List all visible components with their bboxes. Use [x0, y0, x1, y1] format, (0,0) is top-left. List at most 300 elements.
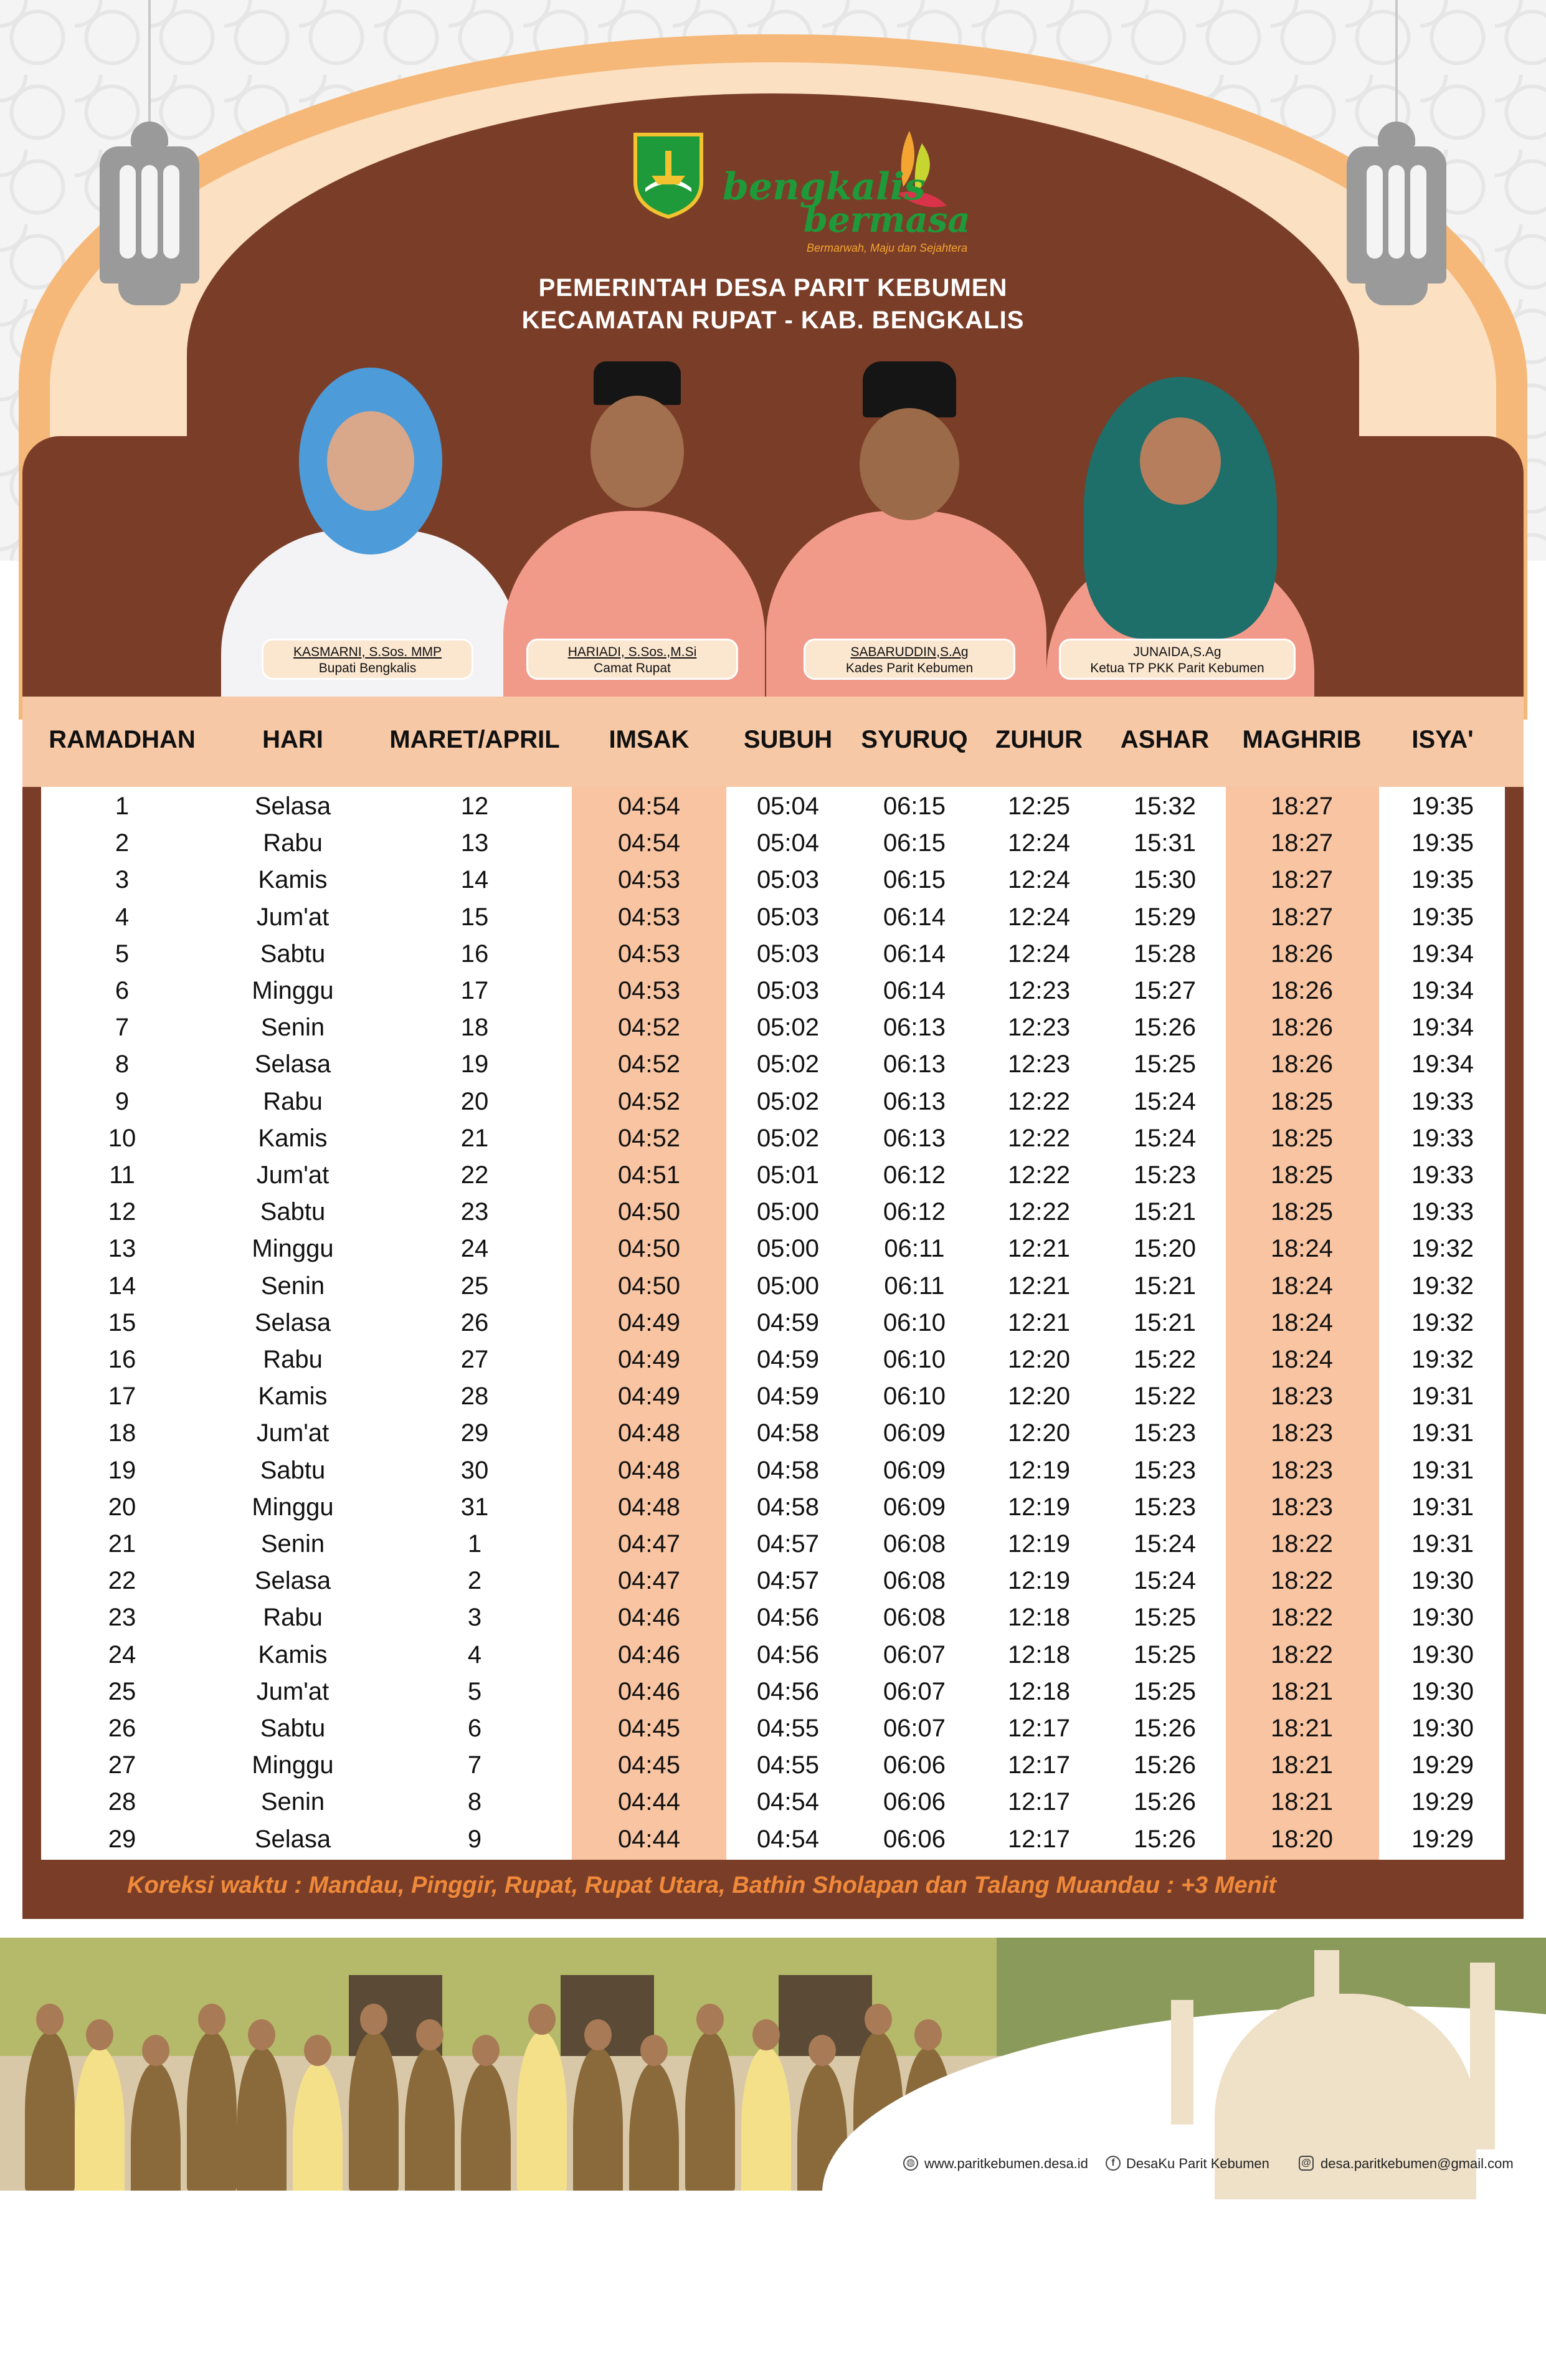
table-cell: 12:22 [1007, 1124, 1071, 1152]
table-cell: 04:46 [617, 1604, 681, 1632]
table-cell: 29 [108, 1825, 136, 1853]
table-cell: 15:22 [1133, 1383, 1197, 1411]
table-cell: 05:02 [756, 1124, 820, 1152]
table-row [0, 1378, 1546, 1415]
table-cell: 05:03 [756, 977, 820, 1004]
table-cell: 19:34 [1411, 1050, 1474, 1078]
table-cell: 15:25 [1133, 1640, 1197, 1668]
table-cell: 23 [460, 1198, 489, 1226]
table-cell: Rabu [263, 829, 323, 857]
table-cell: 04:57 [756, 1530, 820, 1558]
table-cell: 18:24 [1270, 1272, 1334, 1300]
table-cell: 06:10 [883, 1308, 946, 1336]
table-cell: 19:34 [1411, 940, 1474, 968]
table-cell: 15:24 [1133, 1530, 1197, 1558]
table-cell: Selasa [254, 1567, 331, 1595]
column-header: IMSAK [609, 726, 690, 753]
brand-text-line2: bermasa [804, 199, 970, 240]
table-cell: 8 [115, 1050, 130, 1078]
table-cell: 18:27 [1270, 829, 1334, 857]
table-cell: 06:10 [883, 1383, 946, 1411]
table-cell: 19:31 [1411, 1530, 1474, 1558]
table-row [0, 788, 1546, 825]
table-cell: 18:25 [1270, 1198, 1334, 1226]
table-cell: 19:33 [1411, 1087, 1474, 1115]
table-row [0, 1821, 1546, 1858]
table-cell: 19:30 [1411, 1715, 1474, 1742]
table-cell: 06:14 [883, 977, 946, 1004]
table-cell: 12:18 [1007, 1677, 1071, 1705]
table-cell: 06:07 [883, 1677, 946, 1705]
table-cell: 04:52 [617, 1014, 681, 1042]
table-cell: 12:24 [1007, 940, 1071, 968]
column-header: SYURUQ [861, 726, 968, 753]
table-cell: 04:54 [617, 793, 681, 820]
table-row [0, 1563, 1546, 1599]
table-row [0, 1341, 1546, 1378]
table-cell: 04:54 [617, 829, 681, 857]
table-cell: 15:22 [1133, 1346, 1197, 1373]
regency-emblem-logo [633, 132, 704, 219]
table-cell: 18:23 [1270, 1419, 1334, 1447]
table-cell: 5 [467, 1677, 482, 1705]
globe-icon: ◍ [903, 2156, 918, 2171]
table-cell: 19:30 [1411, 1604, 1474, 1632]
table-cell: 15:23 [1133, 1493, 1197, 1521]
table-cell: 12:19 [1007, 1530, 1071, 1558]
table-cell: 15:30 [1133, 866, 1197, 894]
table-cell: 18:22 [1270, 1530, 1334, 1558]
table-cell: 05:02 [756, 1014, 820, 1042]
table-cell: 13 [108, 1235, 136, 1263]
table-cell: 18:26 [1270, 1014, 1334, 1042]
table-cell: 15:26 [1133, 1751, 1197, 1779]
table-cell: 05:00 [756, 1198, 820, 1226]
column-header: ASHAR [1120, 726, 1210, 753]
table-cell: 5 [115, 940, 130, 968]
table-cell: 15 [108, 1308, 136, 1336]
table-cell: 06:06 [883, 1788, 946, 1816]
table-cell: 12:22 [1007, 1161, 1071, 1189]
table-cell: 21 [108, 1530, 136, 1558]
table-cell: 15:24 [1133, 1124, 1197, 1152]
table-cell: 05:03 [756, 903, 820, 931]
table-row [0, 1046, 1546, 1083]
table-cell: 04:53 [617, 977, 681, 1004]
group-member [517, 2031, 567, 2191]
table-cell: 04:45 [617, 1751, 681, 1779]
table-cell: 18:23 [1270, 1456, 1334, 1484]
column-header: ISYA' [1411, 726, 1474, 753]
table-cell: 18:22 [1270, 1640, 1334, 1668]
table-cell: 2 [115, 829, 130, 857]
table-cell: 18 [460, 1014, 489, 1042]
table-cell: 25 [108, 1677, 136, 1705]
table-cell: 04:55 [756, 1715, 820, 1742]
table-cell: 18:27 [1270, 793, 1334, 820]
table-cell: 04:56 [756, 1640, 820, 1668]
table-cell: 19:31 [1411, 1456, 1474, 1484]
table-cell: 12:25 [1007, 793, 1071, 820]
table-cell: 15:24 [1133, 1087, 1197, 1115]
table-cell: 12:22 [1007, 1198, 1071, 1226]
table-cell: 05:00 [756, 1235, 820, 1263]
table-cell: 12:24 [1007, 866, 1071, 894]
table-cell: 3 [115, 866, 130, 894]
table-cell: 19:35 [1411, 866, 1474, 894]
table-cell: 19:31 [1411, 1419, 1474, 1447]
table-row [0, 1083, 1546, 1120]
column-header: SUBUH [743, 726, 833, 753]
footer-facebook[interactable]: DesaKu Parit Kebumen [1126, 2156, 1269, 2171]
table-cell: 18:26 [1270, 940, 1334, 968]
table-cell: 2 [467, 1567, 482, 1595]
table-cell: 1 [115, 793, 130, 820]
table-cell: 12:24 [1007, 829, 1071, 857]
table-row [0, 1710, 1546, 1747]
table-cell: 18:21 [1270, 1751, 1334, 1779]
table-cell: 12:21 [1007, 1235, 1071, 1263]
column-header: MARET/APRIL [389, 726, 560, 753]
table-cell: 04:58 [756, 1456, 820, 1484]
table-cell: 12:17 [1007, 1788, 1071, 1816]
table-cell: 06:12 [883, 1198, 946, 1226]
table-cell: 12:19 [1007, 1456, 1071, 1484]
table-cell: 04:54 [756, 1788, 820, 1816]
table-cell: 26 [460, 1308, 489, 1336]
table-cell: 12:20 [1007, 1383, 1071, 1411]
table-cell: Selasa [254, 1308, 331, 1336]
table-cell: 28 [108, 1788, 136, 1816]
table-cell: 20 [460, 1087, 489, 1115]
table-cell: 06:13 [883, 1050, 946, 1078]
table-cell: 06:09 [883, 1456, 946, 1484]
email-icon: @ [1299, 2156, 1314, 2171]
table-cell: 18:21 [1270, 1788, 1334, 1816]
table-cell: 22 [460, 1161, 489, 1189]
table-cell: 04:56 [756, 1677, 820, 1705]
table-row [0, 1673, 1546, 1710]
gov-title-line1: PEMERINTAH DESA PARIT KEBUMEN [538, 274, 1008, 302]
table-cell: 18:27 [1270, 903, 1334, 931]
table-cell: 19:32 [1411, 1235, 1474, 1263]
table-cell: 23 [108, 1604, 136, 1632]
table-cell: 12:19 [1007, 1567, 1071, 1595]
table-cell: 05:04 [756, 793, 820, 820]
table-row [0, 1599, 1546, 1636]
table-cell: Minggu [252, 1751, 334, 1779]
table-cell: 11 [109, 1161, 135, 1189]
table-cell: 12:19 [1007, 1493, 1071, 1521]
table-cell: 22 [108, 1567, 136, 1595]
table-cell: 06:11 [884, 1272, 945, 1300]
footer-email[interactable]: desa.paritkebumen@gmail.com [1321, 2156, 1514, 2171]
table-cell: Jum'at [256, 1161, 330, 1189]
table-cell: 12:20 [1007, 1346, 1071, 1373]
column-header: ZUHUR [995, 726, 1083, 753]
table-cell: 15:25 [1133, 1050, 1197, 1078]
table-cell: 19:30 [1411, 1640, 1474, 1668]
table-cell: 18:25 [1270, 1124, 1334, 1152]
table-cell: 19:31 [1411, 1493, 1474, 1521]
table-cell: Minggu [252, 1235, 334, 1263]
table-cell: 19:29 [1411, 1825, 1474, 1853]
official-name: SABARUDDIN,S.Ag [850, 645, 969, 659]
table-cell: 04:48 [617, 1419, 681, 1447]
gov-title-line2: KECAMATAN RUPAT - KAB. BENGKALIS [521, 307, 1025, 334]
table-cell: 06:07 [883, 1715, 946, 1742]
table-cell: 18:23 [1270, 1493, 1334, 1521]
table-cell: 18:25 [1270, 1087, 1334, 1115]
table-cell: 06:08 [883, 1567, 946, 1595]
table-cell: 18:20 [1270, 1825, 1334, 1853]
table-cell: 06:08 [883, 1604, 946, 1632]
table-cell: Minggu [252, 1493, 334, 1521]
table-row [0, 1009, 1546, 1046]
brand-text-line1: bengkalis [723, 165, 926, 209]
table-cell: 19:33 [1411, 1161, 1474, 1189]
official-title: Camat Rupat [594, 661, 671, 675]
table-cell: 18:22 [1270, 1567, 1334, 1595]
table-cell: 26 [108, 1715, 136, 1742]
official-title: Kades Parit Kebumen [845, 661, 974, 675]
table-cell: 06:06 [883, 1751, 946, 1779]
table-cell: 19 [460, 1050, 489, 1078]
table-cell: 30 [460, 1456, 489, 1484]
table-cell: 19:31 [1411, 1383, 1474, 1411]
table-cell: Minggu [252, 977, 334, 1004]
table-cell: 04:54 [756, 1825, 820, 1853]
table-cell: 7 [467, 1751, 482, 1779]
table-cell: 18:21 [1270, 1715, 1334, 1742]
table-cell: 8 [467, 1788, 482, 1816]
table-cell: 06:09 [883, 1419, 946, 1447]
table-cell: 9 [467, 1825, 482, 1853]
table-cell: 06:10 [883, 1346, 946, 1373]
official-name: JUNAIDA,S.Ag [1133, 645, 1221, 659]
table-cell: 04:49 [617, 1346, 681, 1373]
table-cell: 04:50 [617, 1272, 681, 1300]
table-cell: Sabtu [260, 1198, 326, 1226]
table-cell: 04:52 [617, 1050, 681, 1078]
table-cell: 04:59 [756, 1383, 820, 1411]
table-cell: 04:44 [617, 1788, 681, 1816]
table-cell: 15:27 [1133, 977, 1197, 1004]
lantern-right-icon [1334, 0, 1459, 318]
table-cell: 15:20 [1133, 1235, 1197, 1263]
table-cell: 06:14 [883, 940, 946, 968]
lantern-left-icon [87, 0, 212, 318]
table-row [0, 1305, 1546, 1341]
table-cell: 13 [460, 829, 489, 857]
table-cell: 19:32 [1411, 1346, 1474, 1373]
table-cell: 15:21 [1133, 1198, 1197, 1226]
table-cell: 04:49 [617, 1383, 681, 1411]
table-cell: 19:32 [1411, 1272, 1474, 1300]
official-caption-2 [526, 639, 738, 680]
table-cell: 3 [467, 1604, 482, 1632]
table-cell: 04:58 [756, 1493, 820, 1521]
table-cell: 12 [460, 793, 489, 820]
table-row [0, 973, 1546, 1009]
table-cell: Sabtu [260, 1456, 326, 1484]
table-cell: 12:17 [1007, 1825, 1071, 1853]
table-cell: Jum'at [256, 1419, 330, 1447]
table-cell: 14 [108, 1272, 136, 1300]
table-cell: Rabu [263, 1087, 323, 1115]
table-cell: 31 [460, 1493, 489, 1521]
table-cell: 06:13 [883, 1014, 946, 1042]
table-cell: 15:24 [1133, 1567, 1197, 1595]
official-caption-3 [804, 639, 1015, 680]
table-cell: 15:26 [1133, 1715, 1197, 1742]
table-cell: Sabtu [260, 1715, 326, 1742]
table-cell: 19:34 [1411, 1014, 1474, 1042]
table-cell: 15:29 [1133, 903, 1197, 931]
table-cell: 18:27 [1270, 866, 1334, 894]
table-cell: 04:52 [617, 1087, 681, 1115]
table-cell: 14 [460, 866, 489, 894]
table-cell: 29 [460, 1419, 489, 1447]
table-cell: 05:02 [756, 1050, 820, 1078]
table-cell: 04:50 [617, 1198, 681, 1226]
table-cell: 04:49 [617, 1308, 681, 1336]
table-cell: 05:03 [756, 940, 820, 968]
table-row [0, 936, 1546, 973]
table-cell: 12:20 [1007, 1419, 1071, 1447]
table-row [0, 1120, 1546, 1157]
table-cell: 9 [115, 1087, 130, 1115]
table-cell: Jum'at [256, 903, 330, 931]
table-cell: Kamis [258, 1383, 328, 1411]
column-header: HARI [262, 726, 323, 753]
table-cell: 15:23 [1133, 1456, 1197, 1484]
table-cell: Jum'at [256, 1677, 330, 1705]
table-cell: 15:21 [1133, 1308, 1197, 1336]
table-cell: 04:53 [617, 866, 681, 894]
table-cell: 24 [108, 1640, 136, 1668]
table-cell: 12:17 [1007, 1751, 1071, 1779]
table-cell: 12:21 [1007, 1308, 1071, 1336]
table-cell: 18:26 [1270, 1050, 1334, 1078]
table-cell: 19:30 [1411, 1677, 1474, 1705]
table-cell: 27 [108, 1751, 136, 1779]
brand-tagline: Bermarwah, Maju dan Sejahtera [807, 242, 968, 254]
table-cell: 18:24 [1270, 1346, 1334, 1373]
group-member [349, 2031, 399, 2191]
table-cell: 15:32 [1133, 793, 1197, 820]
column-header: MAGHRIB [1242, 726, 1362, 753]
table-row [0, 1194, 1546, 1230]
table-cell: Selasa [254, 793, 331, 820]
table-cell: 18:25 [1270, 1161, 1334, 1189]
table-cell: 19:33 [1411, 1198, 1474, 1226]
table-row [0, 825, 1546, 862]
table-cell: 17 [460, 977, 489, 1004]
footer-website[interactable]: www.paritkebumen.desa.id [924, 2156, 1088, 2171]
table-cell: 15 [460, 903, 489, 931]
table-row [0, 899, 1546, 936]
table-cell: 18:26 [1270, 977, 1334, 1004]
table-row [0, 1230, 1546, 1267]
table-cell: 24 [460, 1235, 489, 1263]
table-row [0, 1268, 1546, 1305]
group-member [685, 2031, 735, 2191]
table-cell: 04:53 [617, 903, 681, 931]
table-cell: 04:56 [756, 1604, 820, 1632]
time-correction-note: Koreksi waktu : Mandau, Pinggir, Rupat, Rupat Utara, Bathin Sholapan dan Talang Muandau : +3 Menit [127, 1872, 1276, 1898]
table-cell: 15:23 [1133, 1419, 1197, 1447]
table-cell: 18:24 [1270, 1235, 1334, 1263]
table-cell: 05:04 [756, 829, 820, 857]
table-cell: 15:28 [1133, 940, 1197, 968]
group-member [25, 2031, 75, 2191]
group-member [187, 2031, 237, 2191]
table-cell: 19:34 [1411, 977, 1474, 1004]
table-cell: 7 [115, 1014, 130, 1042]
table-cell: Sabtu [260, 940, 326, 968]
table-cell: 04:58 [756, 1419, 820, 1447]
table-cell: 06:12 [883, 1161, 946, 1189]
table-cell: 18:24 [1270, 1308, 1334, 1336]
table-cell: 16 [108, 1346, 136, 1373]
table-row [0, 1637, 1546, 1673]
table-cell: 04:47 [617, 1530, 681, 1558]
table-cell: 04:45 [617, 1715, 681, 1742]
table-cell: 06:06 [883, 1825, 946, 1853]
table-cell: 1 [467, 1530, 482, 1558]
table-row [0, 1526, 1546, 1563]
table-cell: Senin [260, 1530, 325, 1558]
table-row [0, 1452, 1546, 1489]
official-title: Ketua TP PKK Parit Kebumen [1090, 661, 1264, 675]
table-cell: 4 [467, 1640, 482, 1668]
table-cell: Kamis [258, 1640, 328, 1668]
table-cell: 06:14 [883, 903, 946, 931]
table-cell: Senin [260, 1788, 325, 1816]
table-cell: 04:50 [617, 1235, 681, 1263]
table-cell: 16 [460, 940, 489, 968]
table-cell: 12:17 [1007, 1715, 1071, 1742]
table-cell: 06:13 [883, 1124, 946, 1152]
table-cell: 15:25 [1133, 1677, 1197, 1705]
table-cell: 6 [467, 1715, 482, 1742]
table-cell: 04:53 [617, 940, 681, 968]
table-cell: 12:18 [1007, 1604, 1071, 1632]
table-cell: 06:15 [883, 866, 946, 894]
table-cell: 06:13 [883, 1087, 946, 1115]
table-cell: 21 [460, 1124, 489, 1152]
table-row [0, 1157, 1546, 1194]
table-cell: 19:32 [1411, 1308, 1474, 1336]
table-cell: 04:52 [617, 1124, 681, 1152]
facebook-icon: f [1106, 2156, 1121, 2171]
table-cell: 19:29 [1411, 1751, 1474, 1779]
table-cell: 05:02 [756, 1087, 820, 1115]
official-name: KASMARNI, S.Sos. MMP [293, 645, 442, 659]
table-cell: 04:47 [617, 1567, 681, 1595]
table-cell: 20 [108, 1493, 136, 1521]
table-cell: 18:23 [1270, 1383, 1334, 1411]
table-cell: 06:15 [883, 829, 946, 857]
table-cell: 18:21 [1270, 1677, 1334, 1705]
table-cell: 18 [108, 1419, 136, 1447]
table-cell: 15:25 [1133, 1604, 1197, 1632]
table-cell: 06:08 [883, 1530, 946, 1558]
table-cell: 12:22 [1007, 1087, 1071, 1115]
table-row [0, 1747, 1546, 1784]
table-cell: 15:31 [1133, 829, 1197, 857]
